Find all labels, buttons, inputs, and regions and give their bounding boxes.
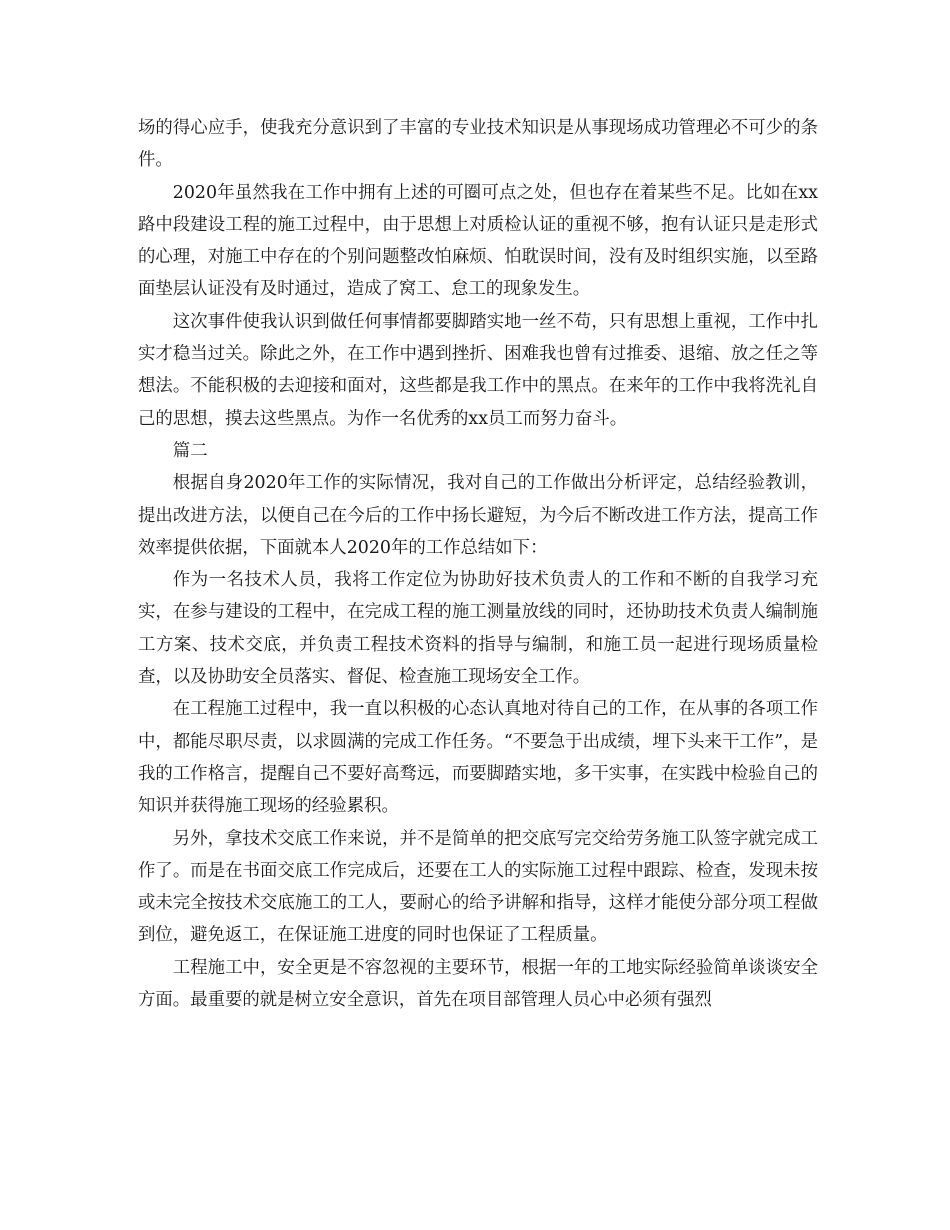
section-heading: 篇二: [172, 440, 208, 461]
document-body: [138, 112, 818, 1016]
paragraph-safety: 工程施工中，安全更是不容忽视的主要环节，根据一年的工地实际经验简单谈谈安全方面。最重要的就是树立安全意识，首先在项目部管理人员心中必须有强烈: [138, 957, 818, 1011]
paragraph-intro: 根据自身2020年工作的实际情况，我对自己的工作做出分析评定，总结经验教训，提出改进方法，以便自己在今后的工作中扬长避短，为今后不断改进工作方法，提高工作效率提供依据，下面就本人2020年的工作总结如下：: [138, 473, 818, 558]
paragraph-role: 作为一名技术人员，我将工作定位为协助好技术负责人的工作和不断的自我学习充实，在参与建设的工程中，在完成工程的施工测量放线的同时，还协助技术负责人编制施工方案、技术交底，并负责工程技术资料的指导与编制，和施工员一起进行现场质量检查，以及协助安全员落实、督促、检查施工现场安全工作。: [138, 570, 818, 688]
paragraph-continuation: 场的得心应手，使我充分意识到了丰富的专业技术知识是从事现场成功管理必不可少的条件。: [138, 118, 818, 171]
paragraph-attitude: 在工程施工过程中，我一直以积极的心态认真地对待自己的工作，在从事的各项工作中，都能尽职尽责，以求圆满的完成工作任务。“不要急于出成绩，埋下头来干工作”，是我的工作格言，提醒自己不要好高骛远，而要脚踏实地，多干实事，在实践中检验自己的知识并获得施工现场的经验累积。: [138, 699, 818, 817]
paragraph-technical-briefing: 另外，拿技术交底工作来说，并不是简单的把交底写完交给劳务施工队签字就完成工作了。而是在书面交底工作完成后，还要在工人的实际施工过程中跟踪、检查，发现未按或未完全按技术交底施工的工人，要耐心的给予讲解和指导，这样才能使分部分项工程做到位，避免返工，在保证施工进度的同时也保证了工程质量。: [138, 828, 818, 946]
paragraph-lesson: 这次事件使我认识到做任何事情都要脚踏实地一丝不苟，只有思想上重视，工作中扎实才稳当过关。除此之外，在工作中遇到挫折、困难我也曾有过推委、退缩、放之任之等想法。不能积极的去迎接和面对，这些都是我工作中的黑点。在来年的工作中我将洗礼自己的思想，摸去这些黑点。为作一名优秀的xx员工而努力奋斗。: [138, 311, 818, 429]
paragraph-shortcomings: 2020年虽然我在工作中拥有上述的可圈可点之处，但也存在着某些不足。比如在xx路中段建设工程的施工过程中，由于思想上对质检认证的重视不够，抱有认证只是走形式的心理，对施工中存在的个别问题整改怕麻烦、怕耽误时间，没有及时组织实施，以至路面垫层认证没有及时通过，造成了窝工、怠工的现象发生。: [138, 182, 818, 300]
